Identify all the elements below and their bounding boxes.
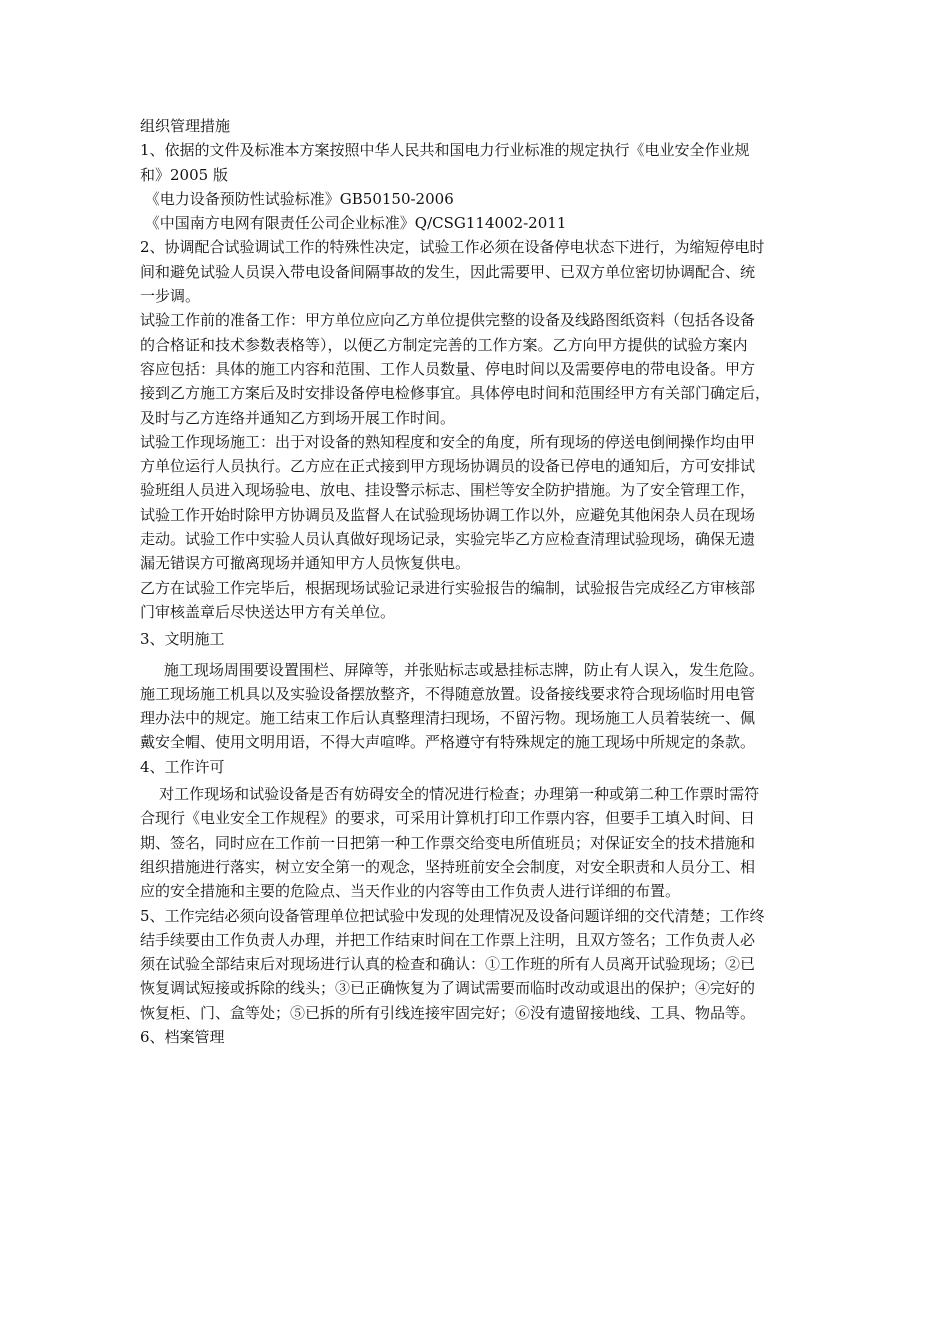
paragraph-line: 戴安全帽、使用文明用语，不得大声喧哗。严格遵守有特殊规定的施工现场中所规定的条款。 [140, 733, 756, 752]
paragraph-line: 《电力设备预防性试验标准》GB50150-2006 [140, 189, 454, 208]
paragraph-line: 一步调。 [140, 287, 201, 306]
paragraph-line: 走动。试验工作中实验人员认真做好现场记录，实验完毕乙方应检查清理试验现场，确保无遗 [140, 530, 756, 549]
section-2 [140, 235, 866, 624]
paragraph-line: 试验工作前的准备工作：甲方单位应向乙方单位提供完整的设备及线路图纸资料（包括各设备 [140, 311, 756, 330]
paragraph-line: 应的安全措施和主要的危险点、当天作业的内容等由工作负责人进行详细的布置。 [140, 882, 681, 901]
paragraph-line: 验班组人员进入现场验电、放电、挂设警示标志、围栏等安全防护措施。为了安全管理工作， [140, 481, 756, 500]
section-5 [140, 904, 866, 1025]
section-6 [140, 1025, 866, 1049]
paragraph-line: 容应包括：具体的施工内容和范围、工作人员数量、停电时间以及需要停电的带电设备。甲方 [140, 359, 756, 378]
section-1 [140, 138, 866, 235]
document-page [140, 114, 866, 1049]
paragraph-line: 合现行《电业安全工作规程》的要求，可采用计算机打印工作票内容，但要手工填入时间、日 [140, 809, 756, 828]
paragraph-line: 恢复柜、门、盒等处；⑤已拆的所有引线连接牢固完好；⑥没有遗留接地线、工具、物品等。 [140, 1003, 756, 1022]
paragraph-line: 门审核盖章后尽快送达甲方有关单位。 [140, 602, 396, 621]
section-heading: 3、文明施工 [140, 630, 225, 649]
paragraph-line: 须在试验全部结束后对现场进行认真的检查和确认：①工作班的所有人员离开试验现场；②已 [140, 955, 756, 974]
section-heading: 6、档案管理 [140, 1027, 225, 1046]
paragraph-line: 试验工作现场施工：出于对设备的熟知程度和安全的角度，所有现场的停送电倒闸操作均由甲 [140, 432, 756, 451]
paragraph-line: 乙方在试验工作完毕后，根据现场试验记录进行实验报告的编制，试验报告完成经乙方审核部 [140, 578, 756, 597]
paragraph-line: 试验工作开始时除甲方协调员及监督人在试验现场协调工作以外，应避免其他闲杂人员在现场 [140, 505, 756, 524]
paragraph-line: 1、依据的文件及标准本方案按照中华人民共和国电力行业标准的规定执行《电业安全作业规 [140, 141, 750, 160]
paragraph-line: 施工现场周围要设置围栏、屏障等，并张贴标志或悬挂标志牌，防止有人误入，发生危险。 [140, 660, 764, 679]
paragraph-line: 及时与乙方连络并通知乙方到场开展工作时间。 [140, 408, 456, 427]
paragraph-line: 组织措施进行落实，树立安全第一的观念，坚持班前安全会制度，对安全职责和人员分工、相 [140, 857, 756, 876]
paragraph-line: 接到乙方施工方案后及时安排设备停电检修事宜。具体停电时间和范围经甲方有关部门确定后， [140, 384, 771, 403]
section-3 [140, 627, 866, 754]
paragraph-line: 理办法中的规定。施工结束工作后认真整理清扫现场，不留污物。现场施工人员着装统一、佩 [140, 709, 756, 728]
paragraph-line: 《中国南方电网有限责任公司企业标准》Q/CSG114002-2011 [140, 214, 567, 233]
paragraph-line: 施工现场施工机具以及实验设备摆放整齐，不得随意放置。设备接线要求符合现场临时用电管 [140, 684, 756, 703]
paragraph-line: 恢复调试短接或拆除的线头；③已正确恢复为了调试需要而临时改动或退出的保护；④完好的 [140, 979, 756, 998]
paragraph-line: 期、签名，同时应在工作前一日把第一种工作票交给变电所值班员；对保证安全的技术措施和 [140, 833, 756, 852]
paragraph-line: 结手续要由工作负责人办理，并把工作结束时间在工作票上注明，且双方签名；工作负责人必 [140, 930, 756, 949]
paragraph-line: 对工作现场和试验设备是否有妨碍安全的情况进行检查；办理第一种或第二种工作票时需符 [140, 785, 760, 804]
paragraph-line: 和》2005 版 [140, 165, 228, 184]
section-heading: 4、工作许可 [140, 757, 225, 776]
paragraph-line: 方单位运行人员执行。乙方应在正式接到甲方现场协调员的设备已停电的通知后，方可安排试 [140, 457, 756, 476]
paragraph-line: 间和避免试验人员误入带电设备间隔事故的发生，因此需要甲、已双方单位密切协调配合、统 [140, 262, 756, 281]
section-4 [140, 755, 866, 904]
paragraph-line: 5、工作完结必须向设备管理单位把试验中发现的处理情况及设备问题详细的交代清楚；工作终 [140, 906, 765, 925]
paragraph-line: 2、协调配合试验调试工作的特殊性决定，试验工作必须在设备停电状态下进行，为缩短停电时 [140, 238, 765, 257]
paragraph-line: 的合格证和技术参数表格等），以便乙方制定完善的工作方案。乙方向甲方提供的试验方案内 [140, 335, 748, 354]
paragraph-line: 漏无错误方可撤离现场并通知甲方人员恢复供电。 [140, 554, 471, 573]
document-title: 组织管理措施 [140, 117, 231, 135]
